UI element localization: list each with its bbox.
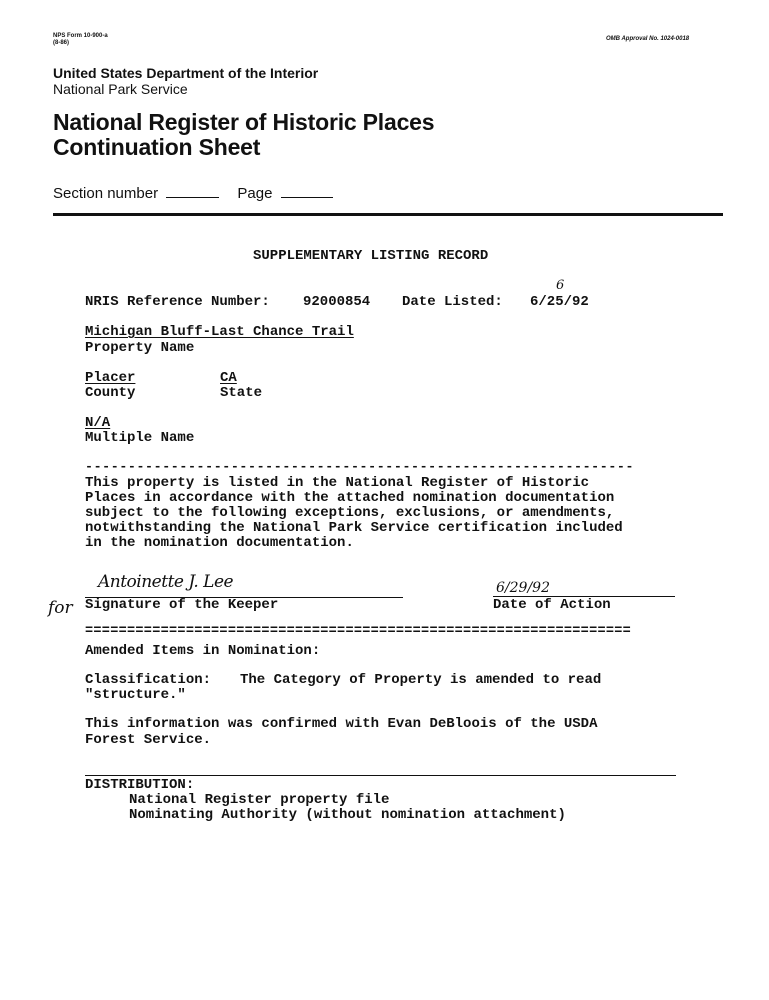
date-listed-value: 6/25/92 xyxy=(530,294,589,310)
county-label: County xyxy=(85,385,136,401)
property-name-label: Property Name xyxy=(85,340,195,356)
action-date-label: Date of Action xyxy=(493,597,611,613)
property-name-value: Michigan Bluff-Last Chance Trail xyxy=(85,324,354,340)
form-date: (8-86) xyxy=(53,40,70,46)
page-label: Page xyxy=(237,185,273,202)
amended-heading: Amended Items in Nomination: xyxy=(85,643,321,659)
statement-line: This property is listed in the National Register of Historic xyxy=(85,475,590,491)
action-date-handwritten: 6/29/92 xyxy=(496,580,550,596)
double-separator: ================================================================= xyxy=(85,626,632,638)
statement-line: subject to the following exceptions, exclusions, or amendments, xyxy=(85,505,615,521)
page-field[interactable] xyxy=(281,185,333,198)
multiple-name-value: N/A xyxy=(85,415,111,431)
listing-statement xyxy=(85,476,623,551)
header-rule xyxy=(53,213,723,216)
section-number-label: Section number xyxy=(53,185,159,202)
confirmation-line-cont: Forest Service. xyxy=(85,732,212,748)
page-title: National Register of Historic Places xyxy=(53,109,435,135)
multiple-name-label: Multiple Name xyxy=(85,430,195,446)
classification-text-cont: "structure." xyxy=(85,687,186,703)
date-listed-label: Date Listed: xyxy=(402,294,503,310)
county-value: Placer xyxy=(85,370,136,386)
classification-label: Classification: xyxy=(85,672,212,688)
confirmation-line: This information was confirmed with Evan DeBloois of the USDA xyxy=(85,716,598,732)
classification-text: The Category of Property is amended to read xyxy=(240,672,602,688)
distribution-item: Nominating Authority (without nomination attachment) xyxy=(129,807,566,823)
signature-label: Signature of the Keeper xyxy=(85,597,279,613)
form-number: NPS Form 10-900-a xyxy=(53,33,108,39)
statement-line: Places in accordance with the attached nomination documentation xyxy=(85,490,615,506)
distribution-heading: DISTRIBUTION: xyxy=(85,777,195,793)
distribution-item: National Register property file xyxy=(129,792,390,808)
signature-prefix-handwritten: for xyxy=(48,598,73,618)
state-label: State xyxy=(220,385,263,401)
page-subtitle: Continuation Sheet xyxy=(53,134,261,160)
omb-approval: OMB Approval No. 1024-0018 xyxy=(606,36,690,42)
nris-label: NRIS Reference Number: xyxy=(85,294,270,310)
section-number-field[interactable] xyxy=(166,185,219,198)
section-page-line xyxy=(53,185,333,202)
statement-line: notwithstanding the National Park Service certification included xyxy=(85,520,623,536)
keeper-signature: Antoinette J. Lee xyxy=(98,572,234,592)
statement-line: in the nomination documentation. xyxy=(85,535,354,551)
date-correction-handwritten: 6 xyxy=(556,278,565,293)
record-heading: SUPPLEMENTARY LISTING RECORD xyxy=(253,248,489,264)
dashed-separator: ---------------------------------------------------------------- xyxy=(85,459,635,474)
nris-value: 92000854 xyxy=(303,294,371,310)
service-name: National Park Service xyxy=(53,81,188,97)
department-name: United States Department of the Interior xyxy=(53,65,319,81)
state-value: CA xyxy=(220,370,237,386)
